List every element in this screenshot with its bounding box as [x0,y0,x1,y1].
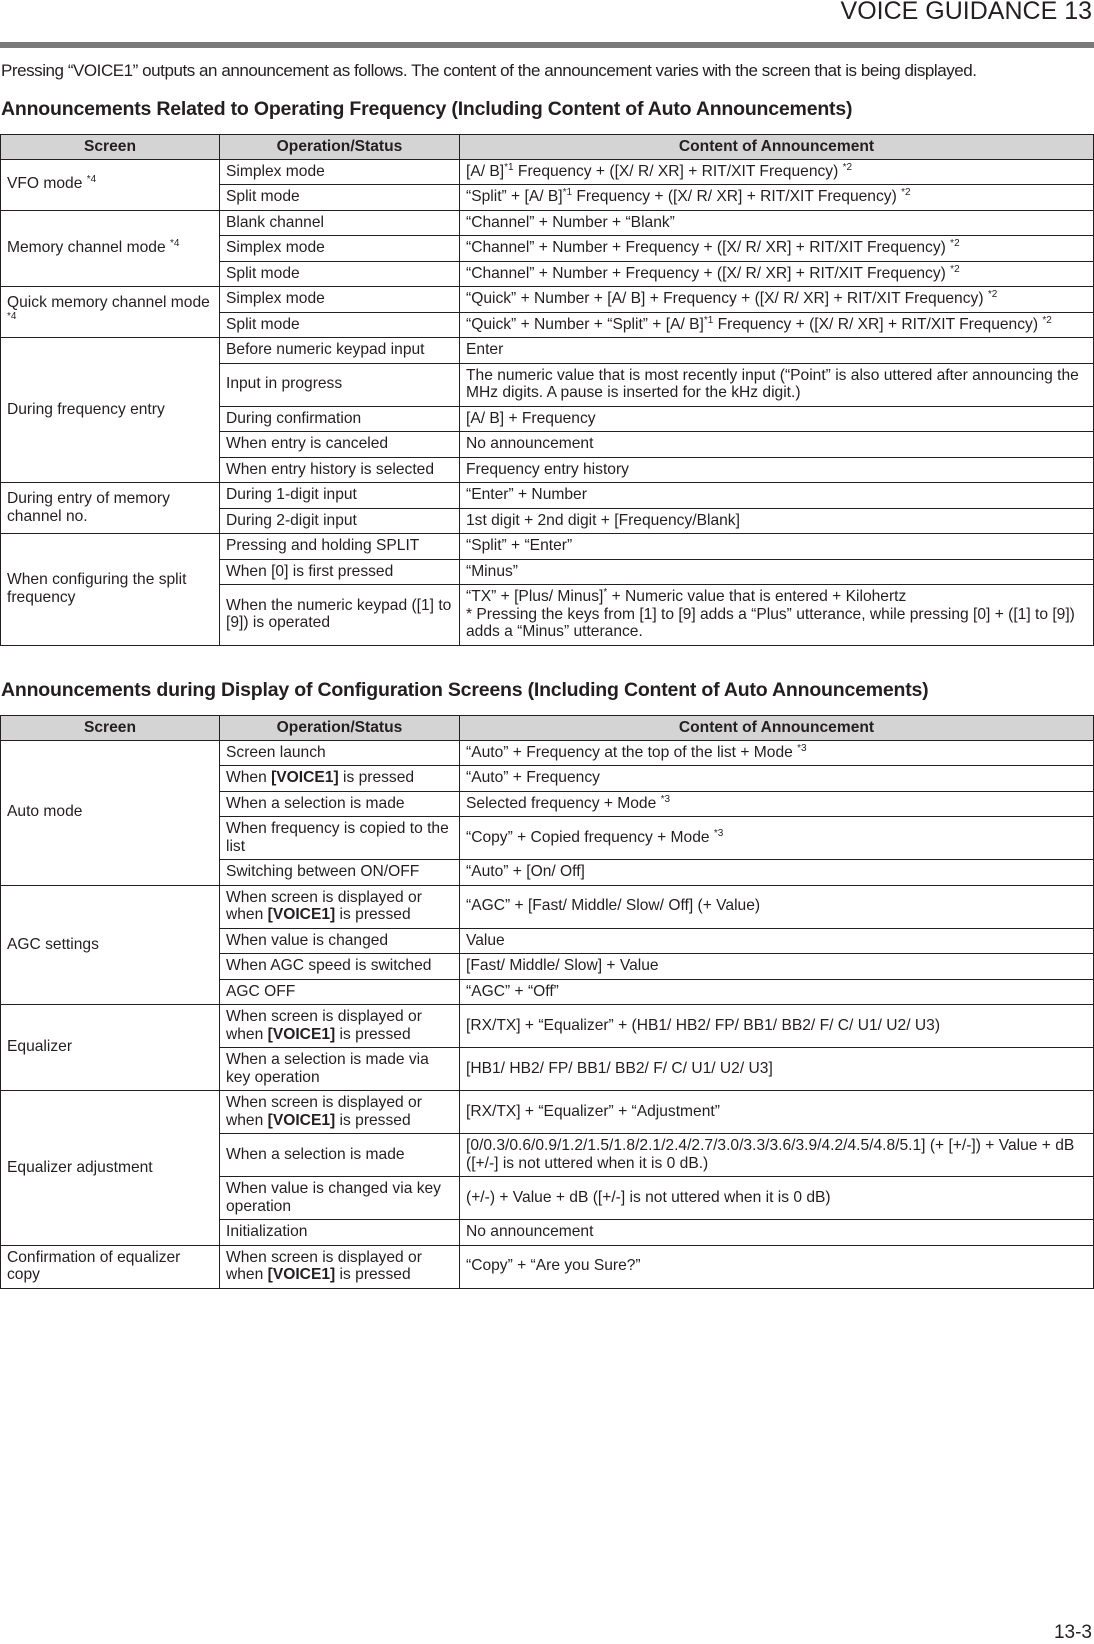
announcement-cell [460,791,1094,817]
cell-text: When entry is canceled [226,435,389,452]
cell-text: When a selection is made [226,794,405,812]
operating-frequency-table [0,134,1094,646]
footnote-ref: *3 [713,827,724,839]
operation-cell [220,338,460,364]
screen-cell [1,740,220,885]
cell-text: + Numeric value that is entered + Kilohertz [607,588,907,605]
announcement-cell [460,585,1094,646]
operation-cell [220,585,460,646]
announcement-cell [460,312,1094,338]
operation-cell [220,363,460,406]
footnote-ref: *1 [703,314,714,326]
announcement-cell [460,559,1094,585]
screen-cell [1,1245,220,1288]
cell-text: “Channel” + Number + Frequency + ([X/ R/ XR] + RIT/XIT Frequency) [466,264,951,282]
announcement-cell [460,363,1094,406]
cell-text: VFO mode [7,175,87,193]
footnote-ref: *2 [987,289,998,300]
cell-text: “Split” + [A/ B] [466,188,563,205]
announcement-cell [460,1091,1094,1134]
cell-text: When screen is displayed or when [226,1008,422,1043]
cell-text: When AGC speed is switched [226,957,432,974]
announcement-cell [460,406,1094,432]
announcement-cell [460,1134,1094,1177]
chapter-header: VOICE GUIDANCE 13 [840,0,1092,25]
cell-text: Before numeric keypad input [226,341,425,358]
announcement-cell [460,1048,1094,1091]
table-row [1,210,1094,236]
operation-cell [220,766,460,792]
table-row [1,1005,1094,1048]
key-label: [VOICE1] [267,906,336,923]
cell-text: Frequency + ([X/ R/ XR] + RIT/XIT Frequency) [713,315,1043,333]
footnote-ref: *2 [901,187,911,198]
table-row [1,1091,1094,1134]
cell-text: [HB1/ HB2/ FP/ BB1/ BB2/ F/ C/ U1/ U2/ U3] [466,1059,773,1077]
table-row [1,1245,1094,1288]
cell-text: “Enter” + Number [466,486,587,503]
announcement-cell [460,1005,1094,1048]
section-title-operating-frequency: Announcements Related to Operating Frequency (Including Content of Auto Announcements) [1,98,853,120]
cell-text: “Split” + “Enter” [466,537,573,554]
cell-text: During confirmation [226,409,362,427]
announcement-cell [460,766,1094,792]
operation-cell [220,954,460,980]
operation-cell [220,185,460,211]
screen-cell [1,1091,220,1246]
cell-text: When a selection is made [226,1145,405,1163]
announcement-cell [460,817,1094,860]
footnote-ref: *1 [562,187,573,198]
announcement-cell [460,483,1094,509]
footnote-ref: *3 [797,742,807,754]
cell-text: [A/ B] + Frequency [466,409,596,427]
cell-text: During 2-digit input [226,511,357,529]
section-title-configuration-screens: Announcements during Display of Configuration Screens (Including Content of Auto Announcements) [1,679,929,701]
cell-text: Value [466,931,505,949]
announcement-cell [460,954,1094,980]
footnote-ref: *4 [7,310,17,322]
key-label: [VOICE1] [267,1025,336,1043]
cell-text: Confirmation of equalizer copy [7,1248,181,1283]
announcement-cell [460,457,1094,483]
cell-text: “Auto” + [On/ Off] [466,863,585,880]
page-number: 13-3 [1053,1622,1092,1643]
operation-cell [220,740,460,766]
announcement-cell [460,860,1094,886]
operation-cell [220,1134,460,1177]
cell-text: 1st digit + 2nd digit + [Frequency/Blank] [466,511,740,529]
announcement-cell [460,210,1094,236]
footnote-ref: *1 [504,161,514,173]
announcement-cell [460,432,1094,458]
cell-text: Selected frequency + Mode [466,794,661,812]
announcement-cell [460,885,1094,928]
cell-text: Simplex mode [226,239,325,256]
operation-cell [220,236,460,262]
announcement-cell [460,287,1094,313]
cell-text: is pressed [335,906,411,923]
configuration-screens-table [0,715,1094,1289]
cell-text: “Auto” + Frequency at the top of the list + Mode [466,743,798,761]
announcement-cell [460,261,1094,287]
column-header-operation: Operation/Status [220,716,460,741]
cell-text: No announcement [466,435,594,452]
announcement-cell [460,740,1094,766]
footnote-ref: *4 [169,238,180,249]
cell-text: [RX/TX] + “Equalizer” + (HB1/ HB2/ FP/ BB1/ BB2/ F/ C/ U1/ U2/ U3) [466,1016,941,1034]
key-label: [VOICE1] [267,1266,336,1283]
cell-text: is pressed [335,1111,411,1129]
cell-text: When [226,769,272,786]
operation-cell [220,287,460,313]
announcement-cell [460,979,1094,1005]
table-row [1,885,1094,928]
operation-cell [220,1177,460,1220]
table-row [1,483,1094,509]
header-divider [0,42,1094,48]
announcement-cell [460,534,1094,560]
cell-text: “Minus” [466,562,518,580]
operation-cell [220,928,460,954]
column-header-content: Content of Announcement [460,135,1094,160]
table-row [1,159,1094,185]
announcement-cell [460,1245,1094,1288]
cell-text: Split mode [226,264,300,282]
key-label: [VOICE1] [267,1111,336,1129]
column-header-content: Content of Announcement [460,716,1094,741]
cell-text: AGC OFF [226,982,296,1000]
cell-text: [A/ B] [466,162,505,180]
table-row [1,287,1094,313]
cell-text: Frequency entry history [466,460,629,478]
operation-cell [220,406,460,432]
cell-text: “AGC” + [Fast/ Middle/ Slow/ Off] (+ Value) [466,897,761,915]
footnote-ref: * [603,587,608,598]
screen-cell [1,159,220,210]
cell-text: “Channel” + Number + “Blank” [466,213,675,231]
cell-text: During frequency entry [7,400,165,418]
footnote-ref: *4 [86,174,97,186]
cell-text: When frequency is copied to the list [226,820,449,855]
cell-text: Quick memory channel mode [7,294,210,311]
footnote-ref: *2 [950,238,960,249]
screen-cell [1,1005,220,1091]
announcement-cell [460,159,1094,185]
announcement-cell [460,338,1094,364]
cell-text: Input in progress [226,375,343,393]
operation-cell [220,1005,460,1048]
operation-cell [220,534,460,560]
column-header-screen: Screen [1,716,220,741]
intro-text: Pressing “VOICE1” outputs an announcement as follows. The content of the announcement varies with the screen that is being displayed. [1,61,977,80]
cell-text: The numeric value that is most recently input (“Point” is also uttered after announcing the MHz digits. A pause is inserted for the kHz digit.) [466,366,1079,401]
operation-cell [220,791,460,817]
cell-text: Switching between ON/OFF [226,863,420,880]
cell-text: [RX/TX] + “Equalizer” + “Adjustment” [466,1102,720,1120]
operation-cell [220,559,460,585]
operation-cell [220,159,460,185]
table-row [1,740,1094,766]
screen-cell [1,885,220,1005]
cell-text: (+/-) + Value + dB ([+/-] is not uttered when it is 0 dB) [466,1188,831,1206]
operation-cell [220,1091,460,1134]
cell-text: Split mode [226,188,300,205]
cell-text: “TX” + [Plus/ Minus] [466,588,604,605]
cell-text: When screen is displayed or when [226,1248,422,1283]
column-header-operation: Operation/Status [220,135,460,160]
operation-cell [220,457,460,483]
announcement-cell [460,508,1094,534]
footnote-ref: *3 [660,793,671,805]
operation-cell [220,979,460,1005]
screen-cell [1,534,220,646]
footnote-ref: *2 [842,161,853,173]
announcement-cell [460,236,1094,262]
announcement-cell [460,1177,1094,1220]
cell-text: “Quick” + Number + “Split” + [A/ B] [466,315,704,333]
operation-cell [220,508,460,534]
cell-text: “Copy” + Copied frequency + Mode [466,828,714,846]
cell-text: Frequency + ([X/ R/ XR] + RIT/XIT Frequency) [572,188,902,205]
operation-cell [220,860,460,886]
cell-text: [0/0.3/0.6/0.9/1.2/1.5/1.8/2.1/2.4/2.7/3.0/3.3/3.6/3.9/4.2/4.5/4.8/5.1] (+ [+/-]) + Value + dB ([+/-] is not uttered when it is 0 dB.) [466,1137,1075,1172]
cell-text: [Fast/ Middle/ Slow] + Value [466,957,659,974]
footnote-ref: *2 [1042,314,1052,326]
footnote-ref: *2 [950,263,960,275]
key-label: [VOICE1] [271,769,339,786]
cell-text: Simplex mode [226,290,325,307]
operation-cell [220,483,460,509]
column-header-screen: Screen [1,135,220,160]
screen-cell [1,210,220,287]
cell-text: When screen is displayed or when [226,888,422,923]
cell-text: Initialization [226,1223,308,1240]
operation-cell [220,1220,460,1246]
cell-text: Blank channel [226,213,324,231]
cell-text: When screen is displayed or when [226,1094,422,1129]
cell-text: When configuring the split frequency [7,571,187,606]
cell-text: Frequency + ([X/ R/ XR] + RIT/XIT Frequency) [513,162,843,180]
cell-text: Simplex mode [226,162,325,180]
operation-cell [220,817,460,860]
cell-text: is pressed [335,1025,411,1043]
table-row [1,534,1094,560]
cell-text: “Channel” + Number + Frequency + ([X/ R/ XR] + RIT/XIT Frequency) [466,239,951,256]
cell-text: “AGC” + “Off” [466,982,559,1000]
cell-text: When value is changed via key operation [226,1180,441,1215]
cell-text: is pressed [338,769,415,786]
cell-text: Enter [466,341,504,358]
cell-text: Memory channel mode [7,239,170,256]
operation-cell [220,1245,460,1288]
announcement-cell [460,185,1094,211]
operation-cell [220,312,460,338]
operation-cell [220,1048,460,1091]
announcement-cell [460,1220,1094,1246]
cell-text: Equalizer adjustment [7,1158,153,1176]
operation-cell [220,432,460,458]
cell-text: Equalizer [7,1038,73,1056]
cell-text: When a selection is made via key operation [226,1051,429,1086]
operation-cell [220,210,460,236]
cell-text: Split mode [226,315,300,333]
cell-text: “Quick” + Number + [A/ B] + Frequency + ([X/ R/ XR] + RIT/XIT Frequency) [466,290,988,307]
table-row [1,338,1094,364]
cell-text: “Copy” + “Are you Sure?” [466,1257,641,1275]
screen-cell [1,483,220,534]
operation-cell [220,261,460,287]
cell-text: When [0] is first pressed [226,562,394,580]
announcement-cell [460,928,1094,954]
cell-text: During entry of memory channel no. [7,490,170,525]
screen-cell [1,287,220,338]
cell-text: During 1-digit input [226,486,357,503]
cell-text: is pressed [335,1266,411,1283]
cell-text: Screen launch [226,743,326,761]
operation-cell [220,885,460,928]
cell-text: Auto mode [7,803,83,821]
screen-cell [1,338,220,483]
cell-text: “Auto” + Frequency [466,769,600,786]
cell-text: When entry history is selected [226,460,435,478]
cell-text: AGC settings [7,935,99,953]
cell-text: * Pressing the keys from [1] to [9] adds a “Plus” utterance, while pressing [0] + ([1] to [9]) adds a “Minus” utterance. [466,605,1075,640]
cell-text: When value is changed [226,931,389,949]
cell-text: When the numeric keypad ([1] to [9]) is operated [226,596,452,632]
cell-text: Pressing and holding SPLIT [226,537,420,554]
cell-text: No announcement [466,1223,594,1240]
